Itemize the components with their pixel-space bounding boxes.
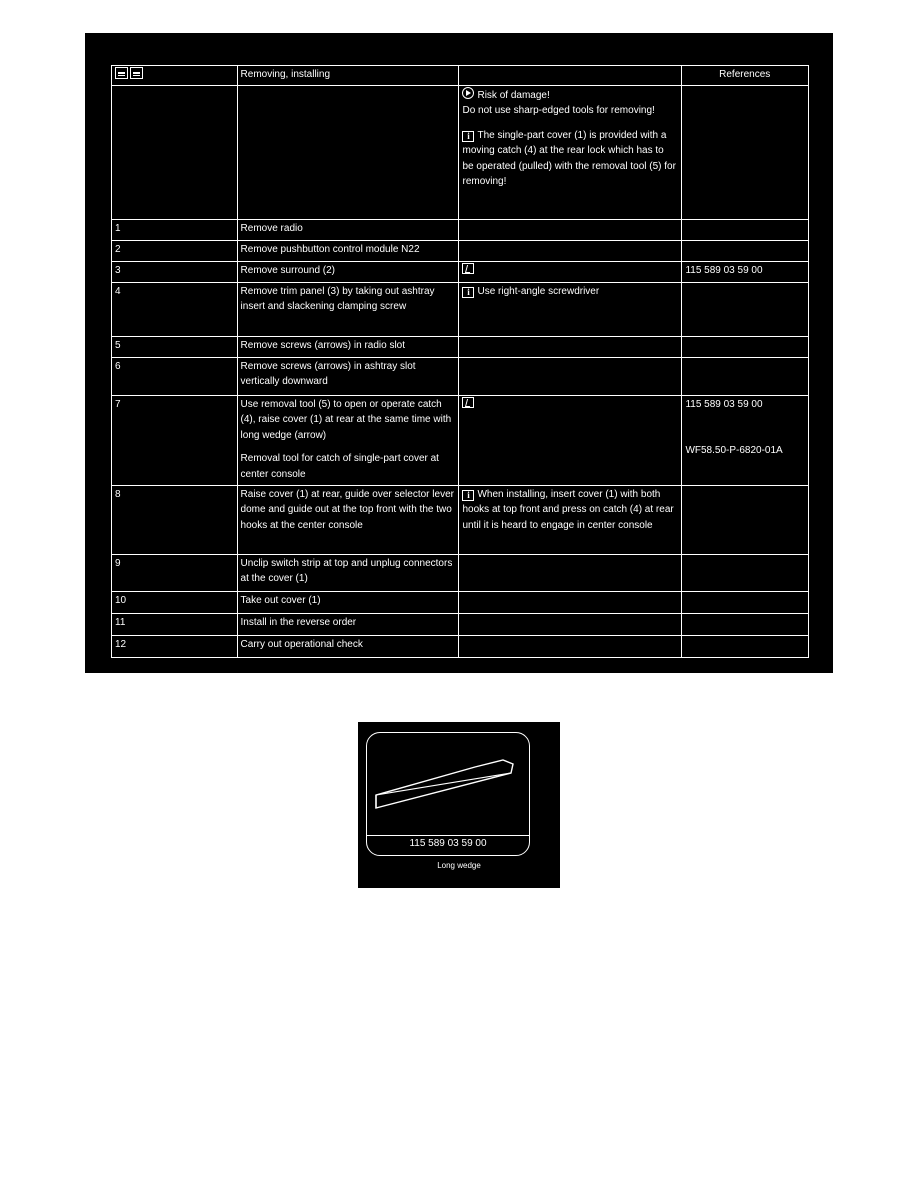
table-row — [112, 485, 809, 554]
risk-of-damage-icon — [462, 87, 474, 99]
table-row — [112, 282, 809, 336]
step-number: 10 — [112, 591, 238, 613]
step-text: Unclip switch strip at top and unplug connectors at the cover (1) — [237, 554, 459, 591]
step-note — [459, 395, 682, 485]
step-text: Raise cover (1) at rear, guide over selector lever dome and guide out at the top front with the two hooks at the center console — [237, 485, 459, 554]
step-reference — [682, 219, 809, 240]
step-reference — [682, 357, 809, 395]
tool-part-number: 115 589 03 59 00 — [409, 838, 487, 849]
step-text: Carry out operational check — [237, 635, 459, 657]
info-icon: i — [462, 131, 474, 142]
risk-title: Risk of damage! — [477, 89, 550, 101]
step-note-text: Use right-angle screwdriver — [477, 285, 600, 297]
table-row — [112, 357, 809, 395]
long-wedge-figure — [358, 722, 560, 888]
step-reference — [682, 485, 809, 554]
tool-symbol-icon — [115, 67, 128, 79]
step-reference — [682, 613, 809, 635]
step-number: 3 — [112, 261, 238, 282]
step-note — [459, 240, 682, 261]
table-row — [112, 591, 809, 613]
step-reference — [682, 282, 809, 336]
procedure-panel — [85, 33, 833, 673]
info-icon: i — [462, 490, 474, 501]
table-row — [112, 395, 809, 485]
risk-text: Do not use sharp-edged tools for removing! — [462, 105, 655, 116]
step-note — [459, 485, 682, 554]
step-note — [459, 635, 682, 657]
step-note — [459, 219, 682, 240]
step-text: Install in the reverse order — [237, 613, 459, 635]
step-reference: 115 589 03 59 00 — [682, 261, 809, 282]
step-text: Take out cover (1) — [237, 591, 459, 613]
info-icon: i — [462, 287, 474, 298]
step-reference-cell — [682, 395, 809, 485]
step-number: 2 — [112, 240, 238, 261]
header-references: References — [682, 66, 809, 86]
tool-illustration-frame — [366, 732, 530, 856]
step-number: 12 — [112, 635, 238, 657]
tool-symbol-icon — [130, 67, 143, 79]
step-reference — [682, 591, 809, 613]
step-number: 5 — [112, 336, 238, 357]
notes-row — [112, 85, 809, 219]
step-note — [459, 336, 682, 357]
header-row — [112, 66, 809, 86]
step-number: 11 — [112, 613, 238, 635]
step-note — [459, 591, 682, 613]
step-note — [459, 357, 682, 395]
table-row — [112, 336, 809, 357]
step-note — [459, 554, 682, 591]
notes-cell — [459, 85, 682, 219]
step-reference — [682, 240, 809, 261]
table-row — [112, 261, 809, 282]
step-note — [459, 282, 682, 336]
step-text: Remove radio — [237, 219, 459, 240]
step-text-secondary: Removal tool for catch of single-part cover at center console — [240, 453, 439, 480]
table-row — [112, 554, 809, 591]
step-text: Remove trim panel (3) by taking out ashtray insert and slackening clamping screw — [237, 282, 459, 336]
step-reference — [682, 336, 809, 357]
step-number: 7 — [112, 395, 238, 485]
header-title: Removing, installing — [237, 66, 459, 86]
step-text: Remove surround (2) — [237, 261, 459, 282]
tool-caption: Long wedge — [437, 861, 481, 870]
info-text: The single-part cover (1) is provided with a moving catch (4) at the rear lock which has to be operated (pulled) with the removal tool (5) for removing! — [462, 129, 676, 187]
step-text: Remove pushbutton control module N22 — [237, 240, 459, 261]
step-note-text: When installing, insert cover (1) with both hooks at top front and press on catch (4) at rear until it is heard to engage in center console — [462, 488, 674, 531]
step-number: 4 — [112, 282, 238, 336]
long-wedge-icon — [375, 759, 521, 823]
table-row — [112, 219, 809, 240]
step-text: Remove screws (arrows) in radio slot — [237, 336, 459, 357]
step-reference — [682, 635, 809, 657]
header-icons-cell — [112, 66, 238, 86]
step-text: Remove screws (arrows) in ashtray slot vertically downward — [237, 357, 459, 395]
step-number: 8 — [112, 485, 238, 554]
table-row — [112, 613, 809, 635]
step-number: 6 — [112, 357, 238, 395]
special-tool-icon — [462, 263, 474, 274]
step-number: 1 — [112, 219, 238, 240]
step-reference-secondary: WF58.50-P-6820-01A — [685, 445, 783, 456]
step-reference — [682, 554, 809, 591]
illustration-divider — [367, 835, 529, 836]
step-note — [459, 261, 682, 282]
procedure-table — [111, 65, 809, 658]
step-note — [459, 613, 682, 635]
step-text: Use removal tool (5) to open or operate catch (4), raise cover (1) at rear at the same time with long wedge (arrow) — [240, 398, 452, 441]
table-row — [112, 240, 809, 261]
special-tool-icon — [462, 397, 474, 408]
table-row — [112, 635, 809, 657]
header-notes — [459, 66, 682, 86]
step-reference: 115 589 03 59 00 — [685, 398, 763, 410]
step-number: 9 — [112, 554, 238, 591]
step-text-cell — [237, 395, 459, 485]
